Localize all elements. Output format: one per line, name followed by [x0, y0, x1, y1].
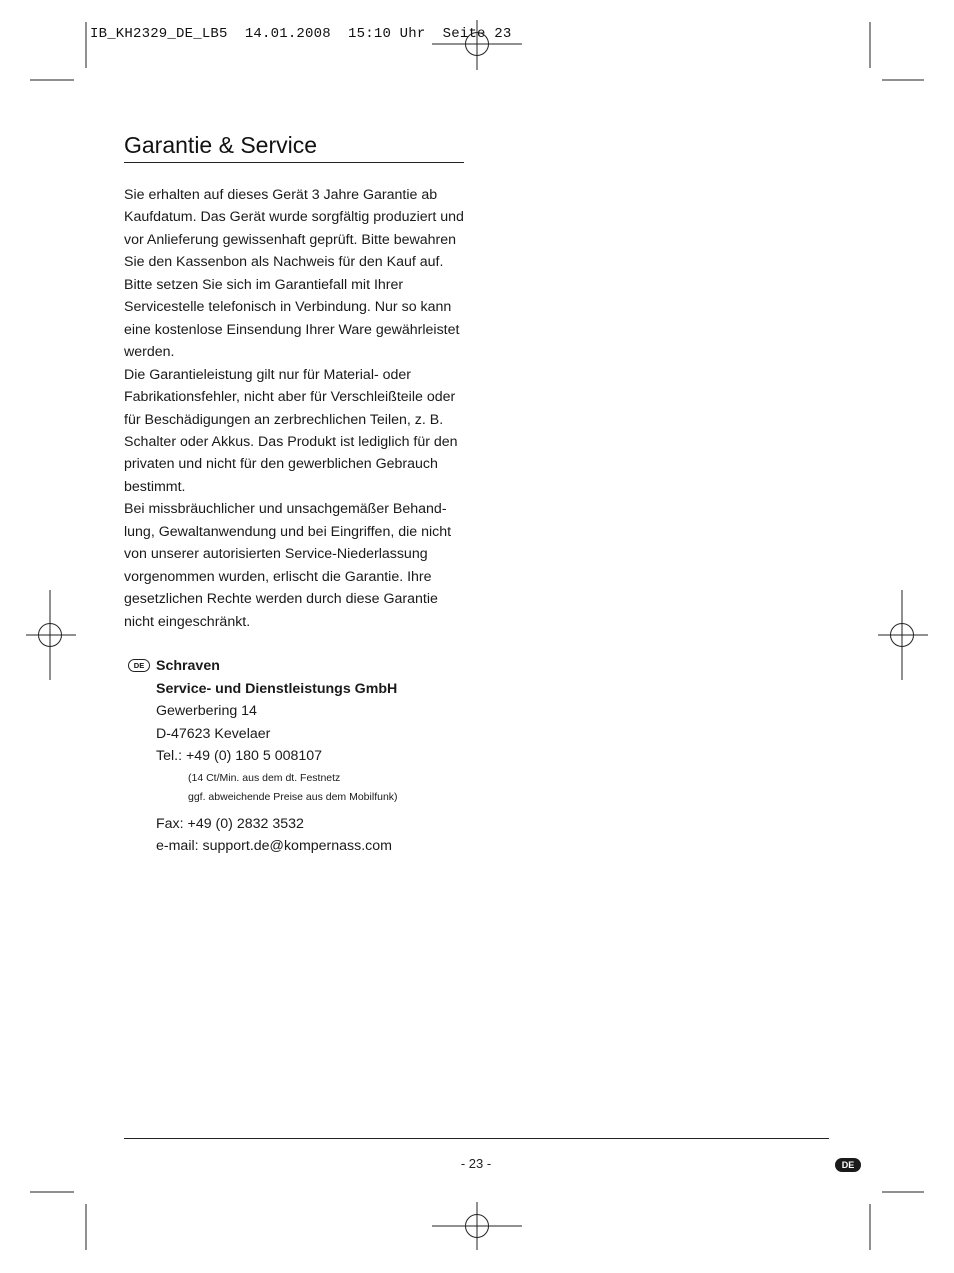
crop-mark-top-right [860, 0, 954, 100]
footer-rule [124, 1138, 829, 1139]
registration-mark-bottom [430, 1200, 526, 1252]
page-number: - 23 - [460, 1156, 492, 1171]
registration-mark-top [430, 20, 526, 72]
phone-note-line-1: (14 Ct/Min. aus dem dt. Festnetz [188, 771, 341, 784]
warranty-text [124, 184, 469, 633]
title-underline [124, 162, 464, 163]
phone-note-line-2: ggf. abweichende Preise aus dem Mobilfunk) [188, 791, 398, 803]
warranty-paragraph-1: Sie erhalten auf dieses Gerät 3 Jahre Garantie ab Kaufdatum. Das Gerät wurde sorgfältig produziert und vor Anlieferung gewissenhaft geprüft. Bitte bewahren Sie den Kassenbon als Nachweis für den Kauf auf. Bitte setzen Sie sich im Garantiefall mit Ihrer Servicestelle telefonisch in Verbindung. Nur so kann eine kostenlose Einsendung Ihrer Ware gewährleistet werden. [124, 187, 464, 361]
company-subtitle: Service- und Dienstleistungs GmbH [156, 680, 398, 697]
language-badge: DE [835, 1158, 861, 1172]
crop-mark-bottom-left [0, 1180, 100, 1260]
crop-mark-bottom-right [860, 1180, 954, 1260]
company-name: Schraven [156, 658, 220, 674]
email-address[interactable]: e-mail: support.de@kompernass.com [156, 838, 392, 854]
crop-mark-top-left [0, 0, 100, 100]
warranty-paragraph-3: Bei missbräuchlicher und unsachgemäßer Behand-lung, Gewaltanwendung und bei Eingriffen, die nicht von unserer autorisierten Service-Niederlassung vorgenommen wurden, erlischt die Garantie. Ihre gesetzlichen Rechte werden durch diese Garantie nicht eingeschränkt. [124, 501, 452, 630]
warranty-paragraph-2: Die Garantieleistung gilt nur für Material- oder Fabrikationsfehler, nicht aber für Verschleißteile oder für Beschädigungen an zerbrechlichen Teilen, z. B. Schalter oder Akkus. Das Produkt ist lediglich für den privaten und nicht für den gewerblichen Gebrauch bestimmt. [124, 366, 458, 495]
registration-mark-right [876, 588, 932, 684]
print-slug: IB_KH2329_DE_LB5 14.01.2008 15:10 Uhr Seite 23 [90, 26, 512, 42]
city-address: D-47623 Kevelaer [156, 725, 271, 742]
page-title: Garantie & Service [124, 132, 318, 158]
country-badge-de: DE [128, 659, 150, 672]
phone-number: Tel.: +49 (0) 180 5 008107 [156, 748, 323, 764]
registration-mark-left [24, 588, 80, 684]
service-address [124, 655, 484, 858]
street-address: Gewerbering 14 [156, 703, 257, 719]
fax-number: Fax: +49 (0) 2832 3532 [156, 815, 304, 832]
